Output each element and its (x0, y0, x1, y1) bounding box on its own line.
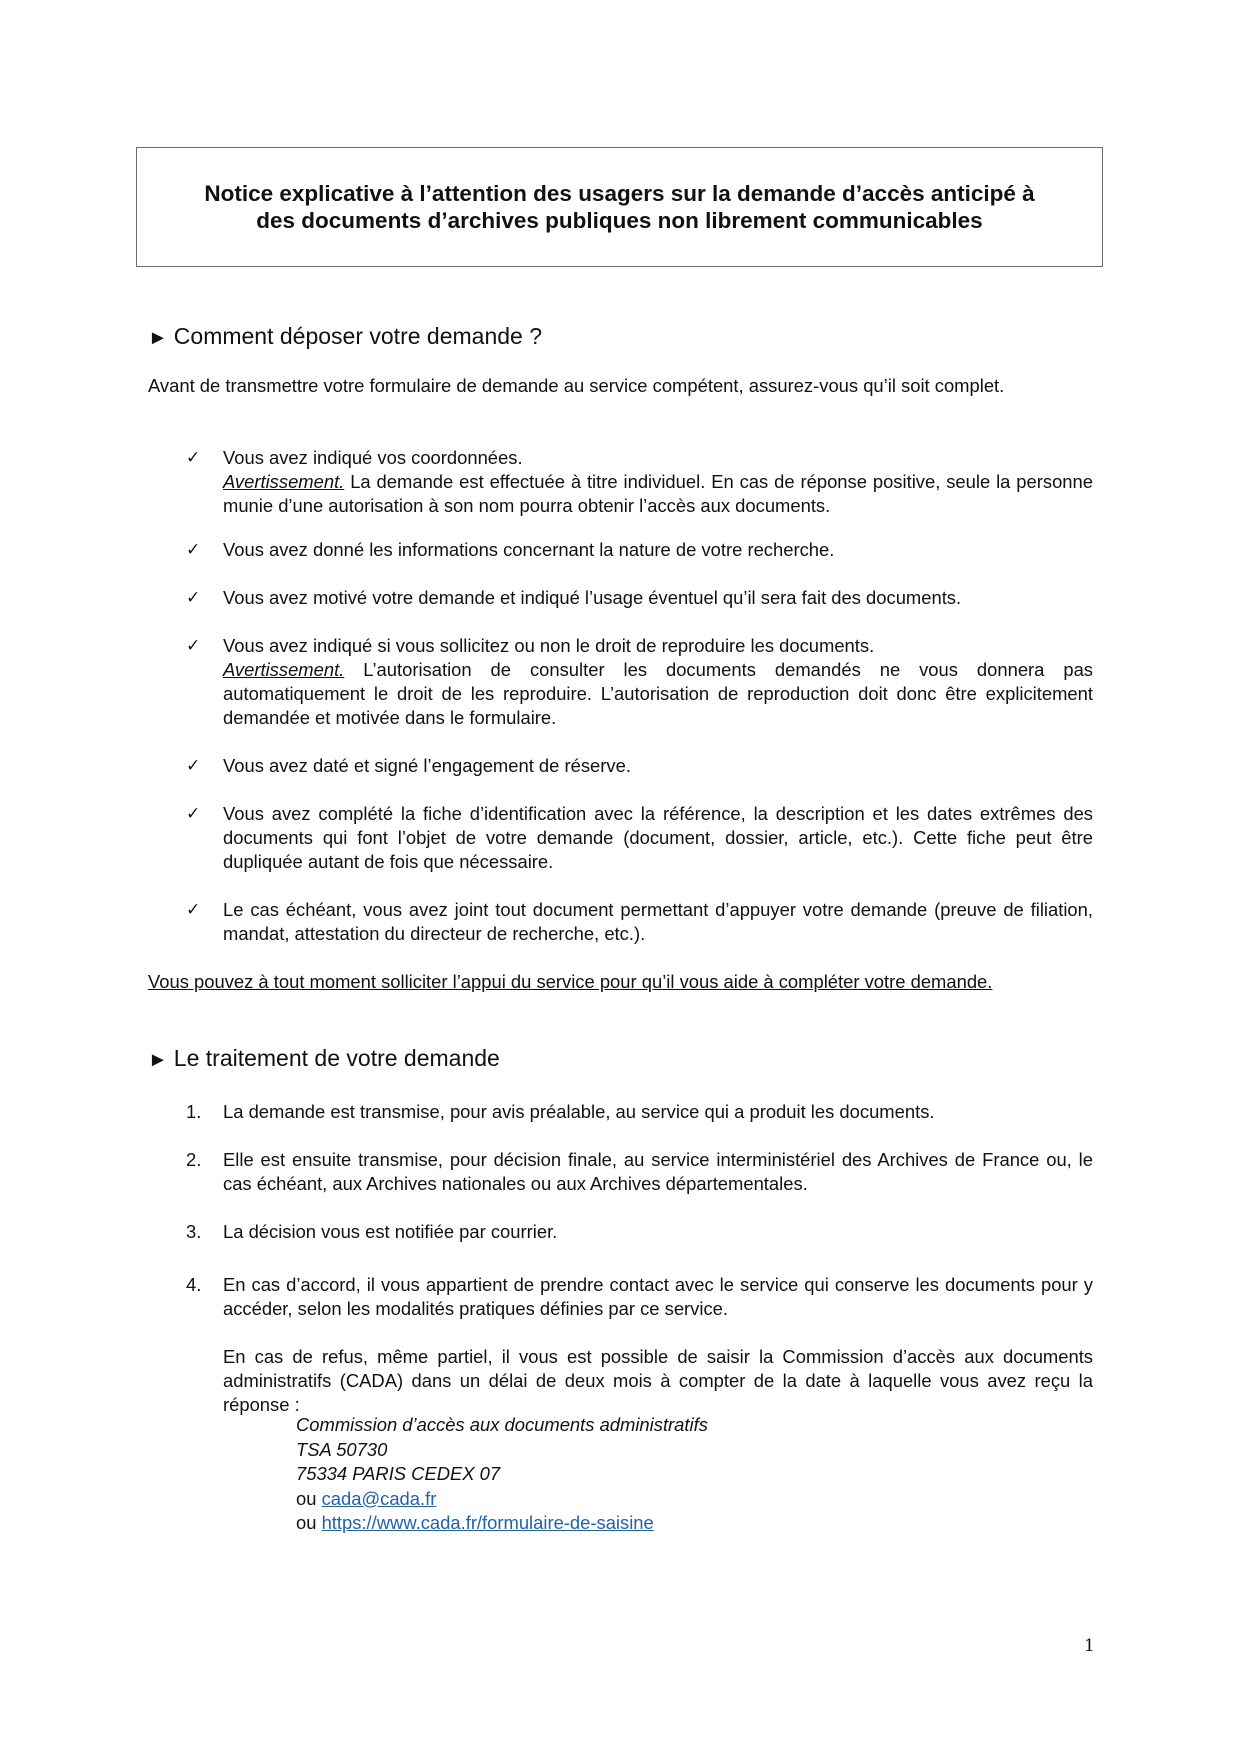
title-box (136, 147, 1103, 267)
checklist-item-text: Vous avez daté et signé l’engagement de réserve. (223, 755, 631, 776)
address-line-2: TSA 50730 (296, 1438, 388, 1460)
section-heading-text: Comment déposer votre demande ? (173, 323, 542, 349)
step-item (186, 1220, 1093, 1244)
checklist-item-text: Vous avez donné les informations concernant la nature de votre recherche. (223, 539, 835, 560)
warning-label: Avertissement. (223, 471, 345, 492)
step-number: 4. (186, 1274, 202, 1295)
right-pointer-icon: ► (148, 1049, 168, 1071)
section-heading-deposit (148, 322, 542, 352)
checkmark-icon: ✓ (186, 756, 201, 775)
checklist-item (186, 754, 1093, 778)
section-heading-processing (148, 1044, 500, 1074)
step-item (186, 1148, 1093, 1196)
document-title (204, 180, 1034, 234)
page-number: 1 (1084, 1636, 1095, 1656)
step-number: 1. (186, 1101, 202, 1122)
email-line (296, 1487, 708, 1512)
step-number: 3. (186, 1221, 202, 1242)
checklist-item-text: Vous avez indiqué vos coordonnées. (223, 447, 523, 468)
checklist-item (186, 802, 1093, 874)
checklist-item (186, 634, 1093, 730)
step-item (186, 1100, 1093, 1124)
checkmark-icon: ✓ (186, 448, 201, 467)
checkmark-icon: ✓ (186, 540, 201, 559)
checklist-item-text: Le cas échéant, vous avez joint tout document permettant d’appuyer votre demande (preuve de filiation, mandat, attestation du directeur de recherche, etc.). (223, 899, 1093, 944)
address-line-3: 75334 PARIS CEDEX 07 (296, 1463, 501, 1484)
warning-text: L’autorisation de consulter les documents demandés ne vous donnera pas automatiquement le droit de les reproduire. L’autorisation de reproduction doit donc être explicitement demandée et motivée dans le formulaire. (223, 659, 1093, 728)
email-link[interactable]: cada@cada.fr (321, 1487, 437, 1509)
checkmark-icon: ✓ (186, 900, 201, 919)
checkmark-icon: ✓ (186, 588, 201, 607)
checklist-item (186, 538, 1093, 562)
section-heading-text: Le traitement de votre demande (173, 1045, 500, 1071)
checkmark-icon: ✓ (186, 636, 201, 655)
step-text: La demande est transmise, pour avis préalable, au service qui a produit les documents. (223, 1101, 935, 1122)
warning-text: La demande est effectuée à titre individuel. En cas de réponse positive, seule la personne munie d’une autorisation à son nom pourra obtenir l’accès aux documents. (223, 471, 1093, 516)
warning-label: Avertissement. (223, 659, 345, 680)
or-label: ou (296, 1487, 322, 1509)
step-number: 2. (186, 1149, 202, 1170)
or-label: ou (296, 1512, 322, 1533)
step-item (186, 1273, 1093, 1417)
checklist-item (186, 446, 1093, 518)
step-text: Elle est ensuite transmise, pour décision finale, au service interministériel des Archives de France ou, le cas échéant, aux Archives nationales ou aux Archives départementales. (223, 1149, 1093, 1194)
checklist-item-text: Vous avez indiqué si vous sollicitez ou non le droit de reproduire les documents. (223, 635, 875, 656)
checklist-item-text: Vous avez motivé votre demande et indiqué l’usage éventuel qu’il sera fait des documents. (223, 587, 962, 608)
website-link[interactable]: https://www.cada.fr/formulaire-de-saisine (321, 1512, 654, 1533)
checkmark-icon: ✓ (186, 804, 201, 823)
checklist-item (186, 898, 1093, 946)
step-text: La décision vous est notifiée par courrier. (223, 1221, 558, 1242)
website-line (296, 1511, 708, 1536)
refusal-text: En cas de refus, même partiel, il vous est possible de saisir la Commission d’accès aux documents administratifs (CADA) dans un délai de deux mois à compter de la date à laquelle vous avez reçu la réponse : (223, 1346, 1093, 1415)
title-line-2: des documents d’archives publiques non librement communicables (256, 208, 983, 233)
checklist-item-text: Vous avez complété la fiche d’identification avec la référence, la description et les dates extrêmes des documents qui font l’objet de votre demande (document, dossier, article, etc.). Cette fiche peut être dupliquée autant de fois que nécessaire. (223, 803, 1093, 872)
title-line-1: Notice explicative à l’attention des usagers sur la demande d’accès anticipé à (204, 181, 1035, 206)
cada-address (296, 1413, 708, 1536)
address-name: Commission d’accès aux documents administratifs (296, 1414, 708, 1435)
right-pointer-icon: ► (148, 327, 168, 349)
intro-paragraph: Avant de transmettre votre formulaire de demande au service compétent, assurez-vous qu’il soit complet. (148, 375, 1005, 396)
checklist-item (186, 586, 1093, 610)
step-text: En cas d’accord, il vous appartient de prendre contact avec le service qui conserve les documents pour y accéder, selon les modalités pratiques définies par ce service. (223, 1274, 1093, 1319)
support-note: Vous pouvez à tout moment solliciter l’appui du service pour qu’il vous aide à compléter votre demande. (148, 971, 993, 992)
